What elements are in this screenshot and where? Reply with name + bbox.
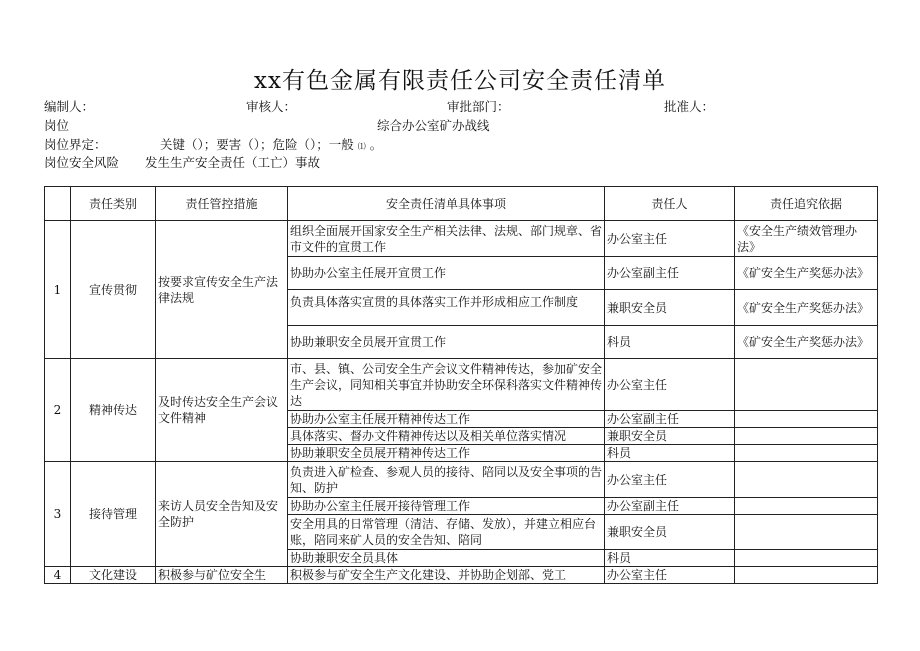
table-row [45,359,878,411]
row-item: 协助办公室主任展开接待管理工作 [288,498,605,515]
header-category: 责任类别 [71,187,156,221]
row-category: 接待管理 [71,462,156,567]
row-basis: 《矿安全生产奖惩办法》 [735,326,878,359]
row-measure: 积极参与矿位安全生 [156,567,288,584]
row-basis: 《安全生产绩效管理办法》 [735,221,878,257]
table-row [45,462,878,498]
post-label: 岗位 [44,118,70,133]
header-item: 安全责任清单具体事项 [288,187,605,221]
row-person: 办公室主任 [605,359,735,411]
row-item: 协助办公室主任展开宣贯工作 [288,257,605,290]
row-basis [735,462,878,498]
row-category: 文化建设 [71,567,156,584]
row-basis [735,428,878,445]
row-person: 办公室主任 [605,462,735,498]
row-item: 市、县、镇、公司安全生产会议文件精神传达，参加矿安全生产会议，同知相关事宜并协助安全环保科落实文件精神传达 [288,359,605,411]
row-item: 负责具体落实宣贯的具体落实工作并形成相应工作制度 [288,290,605,326]
table-header-row [45,187,878,221]
row-category: 精神传达 [71,359,156,462]
row-no: 1 [45,221,71,359]
header-no [45,187,71,221]
row-item: 组织全面展开国家安全生产相关法律、法规、部门规章、省市文件的宣贯工作 [288,221,605,257]
row-item: 积极参与矿安全生产文化建设、并协助企划部、党工 [288,567,605,584]
row-person: 办公室主任 [605,221,735,257]
responsibility-table [44,186,878,584]
approval-dept-label: 审批部门： [447,99,510,114]
row-no: 3 [45,462,71,567]
row-measure: 按要求宣传安全生产法律法规 [156,221,288,359]
post-value: 综合办公室矿办战线 [377,118,490,133]
row-person: 兼职安全员 [605,428,735,445]
row-measure: 及时传达安全生产会议文件精神 [156,359,288,462]
compiler-label: 编制人： [44,99,95,114]
table-row [45,221,878,257]
reviewer-label: 审核人： [246,99,297,114]
document-title: xx有色金属有限责任公司安全责任清单 [254,68,666,94]
row-basis [735,550,878,567]
post-define-mark: ⑴ [357,142,366,151]
approver-label: 批准人： [664,99,715,114]
row-person: 办公室副主任 [605,498,735,515]
row-person: 办公室主任 [605,567,735,584]
row-person: 兼职安全员 [605,290,735,326]
row-person: 办公室副主任 [605,257,735,290]
row-item: 协助办公室主任展开精神传达工作 [288,411,605,428]
row-person: 兼职安全员 [605,515,735,550]
risk-label: 岗位安全风险 [44,155,120,170]
row-person: 科员 [605,550,735,567]
row-person: 办公室副主任 [605,411,735,428]
row-item: 负责进入矿检查、参观人员的接待、陪同以及安全事项的告知、防护 [288,462,605,498]
row-basis [735,498,878,515]
table-row [45,567,878,584]
row-basis [735,359,878,411]
row-category: 宣传贯彻 [71,221,156,359]
header-person: 责任人 [605,187,735,221]
row-person: 科员 [605,445,735,462]
row-item: 协助兼职安全员展开精神传达工作 [288,445,605,462]
row-no: 4 [45,567,71,584]
row-basis [735,567,878,584]
risk-value: 发生生产安全责任（工亡）事故 [145,155,321,170]
row-basis: 《矿安全生产奖惩办法》 [735,290,878,326]
post-define-label: 岗位界定： [44,137,107,152]
row-basis [735,515,878,550]
row-item: 协助兼职安全员展开宣贯工作 [288,326,605,359]
row-item: 安全用具的日常管理（清洁、存储、发放），并建立相应台账，陪同来矿人员的安全告知、陪同 [288,515,605,550]
row-basis [735,411,878,428]
header-basis: 责任追究依据 [735,187,878,221]
row-measure: 来访人员安全告知及安全防护 [156,462,288,567]
row-item: 协助兼职安全员具体 [288,550,605,567]
row-basis: 《矿安全生产奖惩办法》 [735,257,878,290]
row-item: 具体落实、督办文件精神传达以及相关单位落实情况 [288,428,605,445]
row-no: 2 [45,359,71,462]
row-person: 科员 [605,326,735,359]
header-measure: 责任管控措施 [156,187,288,221]
post-define-value: 关键（）；要害（）；危险（）；一般 ⑴ 。 [160,137,383,152]
row-basis [735,445,878,462]
